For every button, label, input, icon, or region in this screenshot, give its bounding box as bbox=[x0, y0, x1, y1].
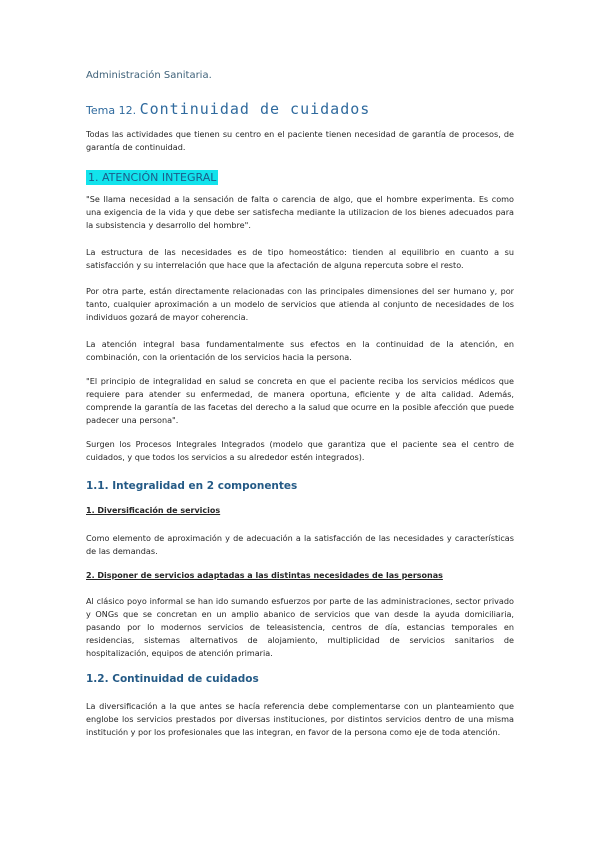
section1-paragraph-2: La estructura de las necesidades es de tipo homeostático: tienden al equilibrio en cuanto a su satisfacción y su interrelación que hace que la afectación de alguna repercuta sobre el resto. bbox=[86, 247, 514, 270]
section11-sub1-heading: 1. Diversificación de servicios bbox=[86, 506, 221, 515]
section1-paragraph-3: Por otra parte, están directamente relacionadas con las principales dimensiones del ser humano y, por tanto, cualquier aproximación a un modelo de servicios que atienda al conjunto de necesidades de los individuos gozará de mayor coherencia. bbox=[86, 286, 514, 322]
section1-paragraph-4: La atención integral basa fundamentalmente sus efectos en la continuidad de la atención, en combinación, con la orientación de los servicios hacia la persona. bbox=[86, 339, 514, 362]
section11-heading: 1.1. Integralidad en 2 componentes bbox=[86, 480, 298, 492]
section1-paragraph-1: "Se llama necesidad a la sensación de falta o carencia de algo, que el hombre experimenta. Es como una exigencia de la vida y que debe ser satisfecha mediante la utilizacion de los bienes adecuados para la subsistencia y desarrollo del hombre". bbox=[86, 194, 514, 230]
page-title bbox=[86, 101, 514, 119]
title-main: Continuidad de cuidados bbox=[139, 100, 371, 118]
section1-heading-text: 1. ATENCIÓN INTEGRAL bbox=[88, 171, 217, 184]
section1-paragraph-5: "El principio de integralidad en salud se concreta en que el paciente reciba los servicios médicos que requiere para atender su enfermedad, de manera oportuna, eficiente y de alta calidad. Además, comprende la garantía de las facetas del derecho a la salud que ocurre en la posible afección que puede padecer una persona". bbox=[86, 376, 514, 425]
section11-sub1-text: Como elemento de aproximación y de adecuación a la satisfacción de las necesidades y características de las demandas. bbox=[86, 533, 514, 556]
section1-heading bbox=[86, 166, 514, 185]
section11-sub2-text: Al clásico poyo informal se han ido sumando esfuerzos por parte de las administraciones, sector privado y ONGs que se concretan en un amplio abanico de servicios que van desde la ayuda domiciliaria, pasando por lo modernos servicios de teleasistencia, centros de día, estancias temporales en residencias, sistemas alternativos de alojamiento, multiplicidad de servicios sanitarios de hospitalización, equipos de atención primaria. bbox=[86, 596, 514, 658]
intro-paragraph: Todas las actividades que tienen su centro en el paciente tienen necesidad de garantía de procesos, de garantía de continuidad. bbox=[86, 129, 514, 152]
page-header: Administración Sanitaria. bbox=[86, 70, 212, 81]
section11-sub2-heading: 2. Disponer de servicios adaptadas a las distintas necesidades de las personas bbox=[86, 571, 443, 580]
section1-paragraph-6: Surgen los Procesos Integrales Integrados (modelo que garantiza que el paciente sea el centro de cuidados, y que todos los servicios a su alrededor estén integrados). bbox=[86, 439, 514, 462]
title-prefix: Tema 12. bbox=[86, 104, 137, 117]
section12-heading: 1.2. Continuidad de cuidados bbox=[86, 673, 259, 685]
section12-text: La diversificación a la que antes se hacía referencia debe complementarse con un planteamiento que englobe los servicios prestados por diversas instituciones, por distintos servicios dentro de una misma institución y por los profesionales que las integran, en favor de la persona como eje de toda atención. bbox=[86, 701, 514, 737]
